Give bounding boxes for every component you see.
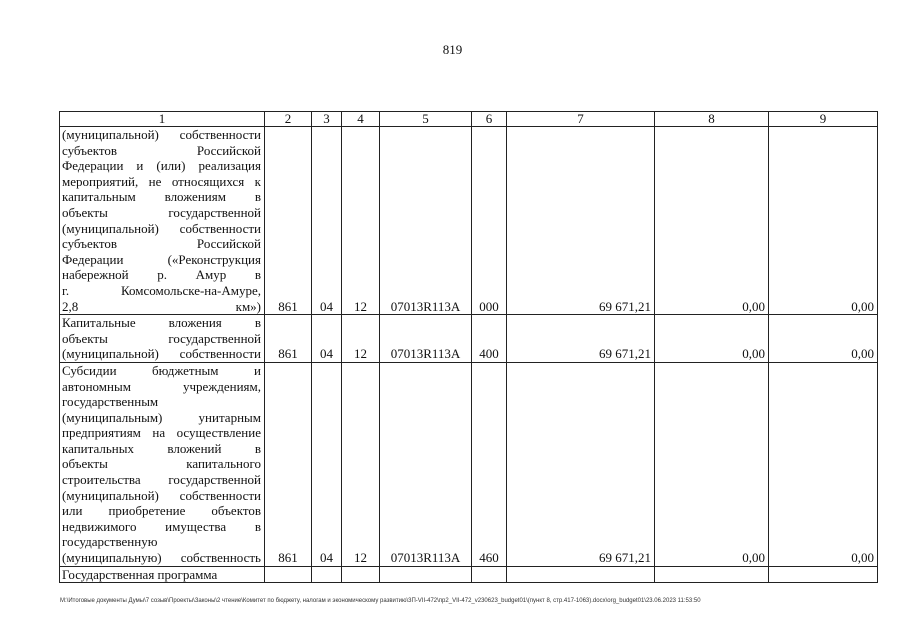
cell-section [312,566,342,583]
description-line: объекты капитального [62,456,261,472]
header-cell: 9 [769,112,878,127]
description-line: недвижимого имущества в [62,518,261,534]
cell-target-article: 07013R113A [380,127,472,315]
description-line: Субсидии бюджетным и [62,362,261,378]
description-line: строительства государственной [62,472,261,488]
table-header-row [60,112,878,127]
cell-amount-3: 0,00 [769,127,878,315]
cell-target-article: 07013R113A [380,362,472,566]
table-body [60,112,878,583]
header-cell: 4 [342,112,380,127]
cell-amount-1 [507,566,655,583]
cell-description [60,315,265,363]
description-line: мероприятий, не относящихся к [62,173,261,189]
document-path-footer: M:\Итоговые документы Думы\7 созыв\Проекты\Законы\2 чтение\Комитет по бюджету, налогам и экономическому развитию\3П-VII-472\пр2_VII-472_v230623_budget01\(пункт 8, стр.417-1063).docx\org_budget01\23.06.2023 11:53:50 [60,598,701,604]
cell-target-article [380,566,472,583]
description-line: Государственная программа [62,566,218,582]
description-line: Федерации («Реконструкция [62,251,261,267]
cell-amount-2: 0,00 [655,127,769,315]
description-line: государственным [62,394,159,410]
table-row [60,362,878,566]
description-line: автономным учреждениям, [62,378,261,394]
header-cell: 1 [60,112,265,127]
description-line: капитальных вложений в [62,440,261,456]
header-cell: 6 [472,112,507,127]
cell-description [60,127,265,315]
cell-subsection: 12 [342,362,380,566]
cell-subsection [342,566,380,583]
cell-amount-2: 0,00 [655,362,769,566]
description-line: (муниципальной) собственности [62,346,261,362]
description-line: г. Комсомольске-на-Амуре, [62,282,261,298]
header-cell: 8 [655,112,769,127]
cell-grbs: 861 [265,127,312,315]
description-line: объекты государственной [62,204,261,220]
table-row [60,566,878,583]
table-row [60,315,878,363]
header-cell: 5 [380,112,472,127]
description-line: (муниципальную) собственность [62,550,261,566]
cell-section: 04 [312,127,342,315]
budget-table [59,111,878,583]
cell-description [60,566,265,583]
description-line: субъектов Российской [62,142,261,158]
description-line: государственную [62,534,158,550]
cell-amount-1: 69 671,21 [507,127,655,315]
description-line: субъектов Российской [62,236,261,252]
cell-amount-3 [769,566,878,583]
cell-section: 04 [312,315,342,363]
cell-amount-3: 0,00 [769,362,878,566]
description-line: предприятиям на осуществление [62,425,261,441]
description-line: (муниципальным) унитарным [62,409,261,425]
description-line: 2,8 км») [62,298,261,314]
cell-expense-type: 000 [472,127,507,315]
cell-subsection: 12 [342,315,380,363]
cell-amount-3: 0,00 [769,315,878,363]
cell-target-article: 07013R113A [380,315,472,363]
description-line: набережной р. Амур в [62,267,261,283]
description-line: Федерации и (или) реализация [62,158,261,174]
description-line: или приобретение объектов [62,503,261,519]
cell-grbs: 861 [265,315,312,363]
cell-section: 04 [312,362,342,566]
cell-grbs [265,566,312,583]
description-line: (муниципальной) собственности [62,487,261,503]
cell-amount-1: 69 671,21 [507,315,655,363]
description-line: (муниципальной) собственности [62,220,261,236]
description-line: капитальным вложениям в [62,189,261,205]
cell-amount-1: 69 671,21 [507,362,655,566]
cell-amount-2: 0,00 [655,315,769,363]
header-cell: 7 [507,112,655,127]
cell-expense-type: 460 [472,362,507,566]
cell-amount-2 [655,566,769,583]
header-cell: 3 [312,112,342,127]
cell-expense-type [472,566,507,583]
cell-expense-type: 400 [472,315,507,363]
header-cell: 2 [265,112,312,127]
table-row [60,127,878,315]
description-line: объекты государственной [62,330,261,346]
page-number: 819 [442,42,463,57]
description-line: Капитальные вложения в [62,315,261,331]
cell-description [60,362,265,566]
cell-subsection: 12 [342,127,380,315]
description-line: (муниципальной) собственности [62,127,261,142]
cell-grbs: 861 [265,362,312,566]
